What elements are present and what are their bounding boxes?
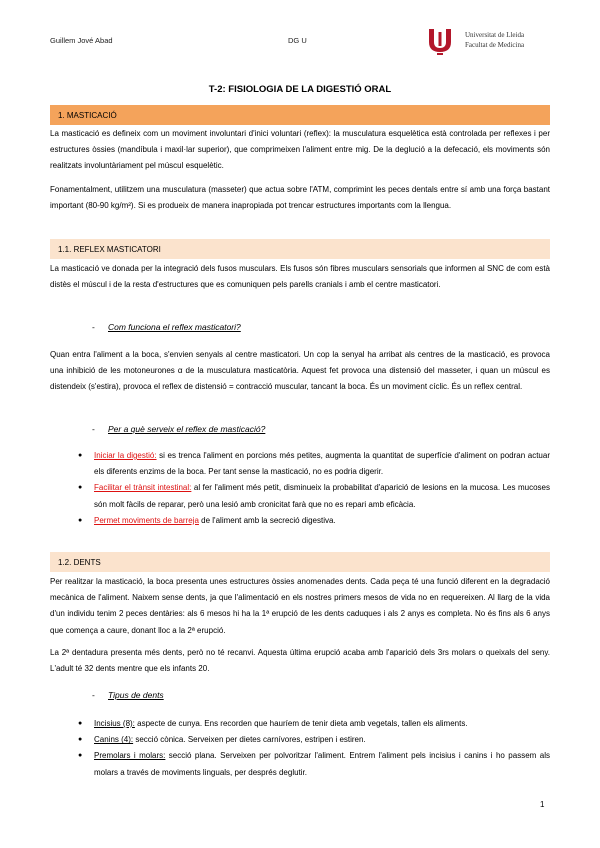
list-item-digestio bbox=[78, 448, 550, 480]
logo-line1: Universitat de Lleida bbox=[465, 31, 525, 39]
document-title: T-2: FISIOLOGIA DE LA DIGESTIÓ ORAL bbox=[208, 84, 392, 95]
subheading-com-funciona-text: Com funciona el reflex masticatori? bbox=[108, 322, 241, 332]
section-heading-dents: 1.2. DENTS bbox=[50, 552, 550, 572]
logo-text bbox=[465, 30, 524, 50]
university-seal-icon bbox=[425, 26, 455, 56]
subheading-com-funciona: - Com funciona el reflex masticatori? bbox=[92, 322, 241, 332]
paragraph-masticacio-2: Fonamentalment, utilitzem una musculatura (masseter) que actua sobre l'ATM, comprimint les peces dentals entre sí amb una força bastant important (80-90 kg/m²). Si es produeix de manera inapropiada pot trencar estructures importants com la llengua. bbox=[50, 185, 550, 211]
header-author: Guillem Jové Abad bbox=[50, 36, 113, 45]
list-item-barreja-text: de l'aliment amb la secreció digestiva. bbox=[198, 515, 336, 525]
list-item-incisius-lead: Incisius (8): bbox=[94, 719, 135, 728]
list-item-barreja-lead: Permet moviments de barreja bbox=[94, 515, 199, 525]
list-item-canins-lead: Canins (4): bbox=[94, 735, 134, 745]
list-item-molars bbox=[78, 748, 550, 780]
section-heading-reflex: 1.1. REFLEX MASTICATORI bbox=[50, 239, 550, 259]
list-item-transit bbox=[78, 480, 550, 512]
university-logo bbox=[425, 26, 565, 56]
subheading-tipus-dents: - Tipus de dents bbox=[92, 690, 164, 700]
subheading-per-a-que-text: Per a què serveix el reflex de masticació? bbox=[108, 424, 266, 434]
list-item-barreja bbox=[78, 513, 550, 529]
list-item-molars-text: secció plana. Serveixen per polvoritzar l'aliment. Entrem l'aliment pels incisius i canins i ho passem als molars a través de moviments linguals, per després deglutir. bbox=[94, 751, 550, 777]
list-item-transit-text: al fer l'aliment més petit, disminueix la probabilitat d'aparició de lesions en la mucosa. Les mucoses són molt fàcils de reparar, però una lesió amb cronicitat farà que no es repari amb eficàcia. bbox=[94, 483, 550, 509]
paragraph-reflex-2: Quan entra l'aliment a la boca, s'envien senyals al centre masticatori. Un cop la senyal ha arribat als centres de la masticació, es provoca una inhibició de les motoneurones α de la musculatura masticatòria. Aquest fet provoca una distensió del masseter, i quan un múscul es distendeix (s'estira), provoca el reflex de distensió = contracció muscular, tancant la boca. És un moviment cíclic. És un reflex central. bbox=[50, 350, 550, 392]
paragraph-reflex-1: La masticació ve donada per la integració dels fusos musculars. Els fusos són fibres musculars sensorials que informen al SNC de com està distès el múscul i de la resta d'estructures que es comuniquen pels parells cranials i amb el centre masticatori. bbox=[50, 264, 550, 290]
list-item-canins bbox=[78, 732, 550, 748]
paragraph-dents-1: Per realitzar la masticació, la boca presenta unes estructures òssies anomenades dents. Cada peça té una funció diferent en la degradació mecànica de l'aliment. Naixem sense dents, ja que l'alimentació en els nostres primers mesos de vida no en requereixen. Al llarg de la vida d'un individu tenim 2 peces dentàries: als 6 mesos hi ha la 1ª erupció de les dents caduques i als 2 anys es completa. No és fins als 6 anys que comença a caure, donant lloc a la 2ª erupció. bbox=[50, 577, 550, 635]
list-item-incisius bbox=[78, 716, 550, 732]
subheading-per-a-que: - Per a què serveix el reflex de masticació? bbox=[92, 424, 266, 434]
list-item-incisius-text: aspecte de cunya. Ens recorden que hauríem de tenir dieta amb vegetals, tallen els aliments. bbox=[134, 719, 468, 728]
list-item-canins-text: secció cònica. Serveixen per dietes carnívores, estripen i estiren. bbox=[133, 735, 366, 745]
paragraph-dents-2: La 2ª dentadura presenta més dents, però no té recanvi. Aquesta última erupció acaba amb l'aparició dels 3rs molars o queixals del seny. L'adult té 32 dents mentre que els infants 20. bbox=[50, 648, 550, 674]
header-degree: DG U bbox=[288, 36, 307, 45]
logo-line2: Facultat de Medicina bbox=[465, 41, 525, 49]
list-item-transit-lead: Facilitar el trànsit intestinal: bbox=[94, 483, 192, 493]
list-item-digestio-lead: Iniciar la digestió: bbox=[94, 451, 157, 460]
section-heading-masticacio: 1. MASTICACIÓ bbox=[50, 105, 550, 125]
list-item-digestio-text: si es trenca l'aliment en porcions més petites, augmenta la quantitat de superfície d'aliment on podran actuar els diferents enzims de la boca. Per tant sense la masticació, no es podria digerir. bbox=[94, 451, 550, 477]
list-item-molars-lead: Premolars i molars: bbox=[94, 751, 166, 761]
page-number: 1 bbox=[540, 800, 545, 809]
reflex-functions-list bbox=[78, 448, 550, 529]
teeth-types-list bbox=[78, 716, 550, 781]
paragraph-masticacio-1: La masticació es defineix com un moviment involuntari d'inici voluntari (reflex): la musculatura esquelètica està controlada per reflexes i per estructures òssies (mandíbula i maxil·lar superior), que comprimeixen l'aliment entre mig. De la deglució a la defecació, els moviments són realitzats involuntàriament pel múscul esquelètic. bbox=[50, 129, 550, 171]
subheading-tipus-dents-text: Tipus de dents bbox=[108, 690, 164, 700]
